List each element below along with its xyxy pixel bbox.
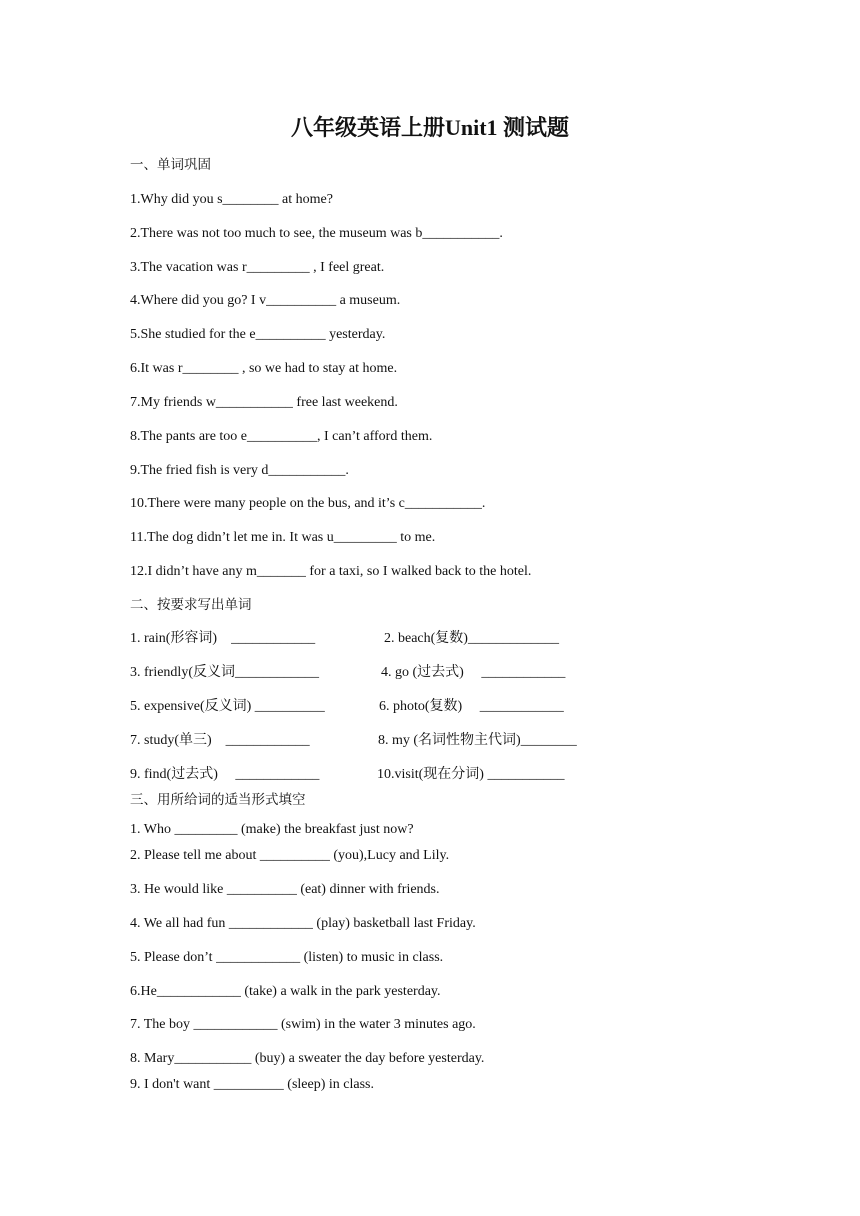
section-2-item-7: 7. study(单三) ____________ [130, 733, 310, 748]
section-3-item-2: 2. Please tell me about __________ (you),Lucy and Lily. [130, 848, 450, 863]
section-2-item-1: 1. rain(形容词) ____________ [130, 631, 316, 646]
section-2-item-8: 8. my (名词性物主代词)________ [378, 733, 577, 748]
section-1-item-3: 3.The vacation was r_________ , I feel great. [130, 260, 385, 275]
section-3-item-4: 4. We all had fun ____________ (play) basketball last Friday. [130, 916, 476, 931]
section-2-item-5: 5. expensive(反义词) __________ [130, 699, 325, 714]
section-3-item-6: 6.He____________ (take) a walk in the park yesterday. [130, 984, 441, 999]
section-3-item-9: 9. I don't want __________ (sleep) in class. [130, 1077, 374, 1092]
section-3-item-8: 8. Mary___________ (buy) a sweater the day before yesterday. [130, 1051, 485, 1066]
section-1-item-9: 9.The fried fish is very d___________. [130, 463, 349, 478]
section-3-item-5: 5. Please don’t ____________ (listen) to music in class. [130, 950, 444, 965]
section-1-item-10: 10.There were many people on the bus, and it’s c___________. [130, 496, 486, 511]
section-2-item-10: 10.visit(现在分词) ___________ [377, 767, 565, 782]
section-2-item-9: 9. find(过去式) ____________ [130, 767, 320, 782]
section-1-item-6: 6.It was r________ , so we had to stay at home. [130, 361, 398, 376]
section-3-item-7: 7. The boy ____________ (swim) in the water 3 minutes ago. [130, 1017, 476, 1032]
section-2-item-4: 4. go (过去式) ____________ [381, 665, 566, 680]
section-3-item-3: 3. He would like __________ (eat) dinner with friends. [130, 882, 440, 897]
section-1-item-1: 1.Why did you s________ at home? [130, 192, 333, 207]
section-2-item-2: 2. beach(复数)_____________ [384, 631, 559, 646]
section-3-heading: 三、用所给词的适当形式填空 [130, 792, 306, 808]
section-1-item-8: 8.The pants are too e__________, I can’t afford them. [130, 429, 433, 444]
page-title: 八年级英语上册Unit1 测试题 [290, 115, 570, 140]
section-1-item-12: 12.I didn’t have any m_______ for a taxi, so I walked back to the hotel. [130, 564, 532, 579]
section-3-item-1: 1. Who _________ (make) the breakfast just now? [130, 822, 414, 837]
section-1-heading: 一、单词巩固 [130, 157, 211, 173]
section-1-item-11: 11.The dog didn’t let me in. It was u_________ to me. [130, 530, 436, 545]
section-2-heading: 二、按要求写出单词 [130, 597, 252, 613]
section-1-item-4: 4.Where did you go? I v__________ a museum. [130, 293, 401, 308]
section-1-item-7: 7.My friends w___________ free last weekend. [130, 395, 398, 410]
section-1-item-2: 2.There was not too much to see, the museum was b___________. [130, 226, 503, 241]
section-2-item-6: 6. photo(复数) ____________ [379, 699, 564, 714]
section-2-item-3: 3. friendly(反义词____________ [130, 665, 319, 680]
section-1-item-5: 5.She studied for the e__________ yesterday. [130, 327, 386, 342]
